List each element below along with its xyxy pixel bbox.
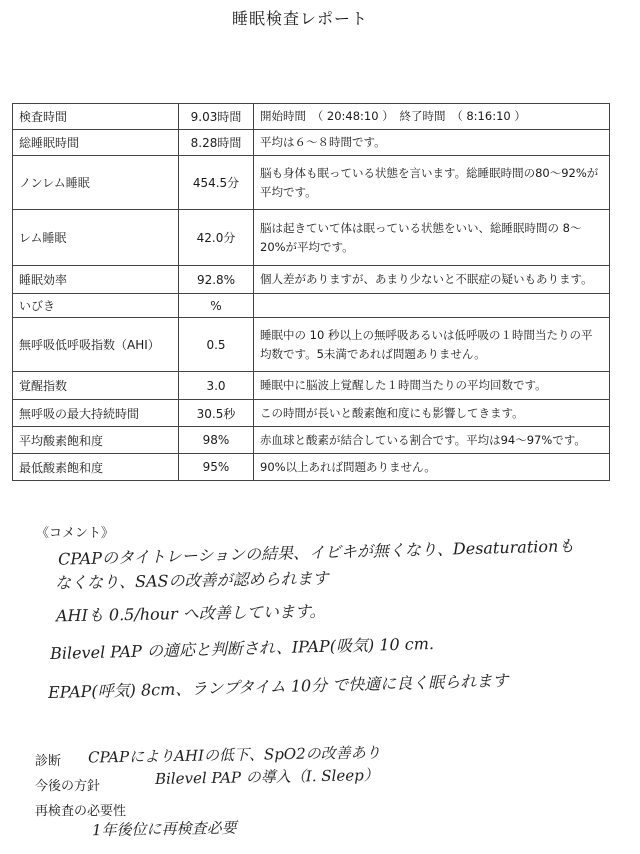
row-description: 平均は６～８時間です。 (254, 130, 610, 156)
row-description: 睡眠中の 10 秒以上の無呼吸あるいは低呼吸の１時間当たりの平均数です。5未満であれば問題ありません。 (254, 318, 610, 372)
table-row (13, 400, 610, 427)
policy-label: 今後の方針 (35, 779, 101, 794)
row-label: いびき (13, 294, 179, 318)
row-label: 総睡眠時間 (13, 130, 179, 156)
table-row (13, 104, 610, 130)
table-row (13, 372, 610, 400)
table-row (13, 318, 610, 372)
row-description: 睡眠中に脳波上覚醒した１時間当たりの平均回数です。 (254, 372, 610, 400)
diagnosis-label: 診断 (35, 754, 62, 769)
row-value: 92.8% (179, 266, 254, 294)
row-description: この時間が長いと酸素飽和度にも影響してきます。 (254, 400, 610, 427)
table-row (13, 454, 610, 481)
comment-line: なくなり、SASの改善が認められます (54, 568, 329, 593)
page-title: 睡眠検査レポート (231, 9, 368, 28)
sleep-report-table (12, 103, 610, 481)
row-label: 睡眠効率 (13, 266, 179, 294)
table-row (13, 130, 610, 156)
row-value: 42.0分 (179, 210, 254, 266)
row-description: 赤血球と酸素が結合している割合です。平均は94～97%です。 (254, 427, 610, 454)
table-row (13, 210, 610, 266)
recheck-label: 再検査の必要性 (35, 804, 127, 819)
row-description: 開始時間 （ 20:48:10 ） 終了時間 （ 8:16:10 ） (254, 104, 610, 130)
row-label: 無呼吸低呼吸指数（AHI） (13, 318, 179, 372)
table-row (13, 156, 610, 210)
comments-heading: 《コメント》 (36, 526, 115, 541)
row-label: 最低酸素飽和度 (13, 454, 179, 481)
row-value: % (179, 294, 254, 318)
table-row (13, 427, 610, 454)
policy-value: Bilevel PAP の導入（I. Sleep） (154, 766, 379, 788)
table-row (13, 294, 610, 318)
comment-line: EPAP(呼気) 8cm、ランプタイム 10分 で快適に良く眠られます (47, 670, 509, 703)
diagnosis-value: CPAPによりAHIの低下、SpO2の改善あり (87, 743, 381, 767)
row-description: 脳は起きていて体は眠っている状態をいい、総睡眠時間の 8～20%が平均です。 (254, 210, 610, 266)
row-value: 30.5秒 (179, 400, 254, 427)
row-description: 脳も身体も眠っている状態を言います。総睡眠時間の80～92%が平均です。 (254, 156, 610, 210)
row-value: 98% (179, 427, 254, 454)
row-description (254, 294, 610, 318)
recheck-value: 1年後位に再検査必要 (91, 818, 237, 840)
row-value: 95% (179, 454, 254, 481)
row-value: 9.03時間 (179, 104, 254, 130)
row-label: レム睡眠 (13, 210, 179, 266)
row-value: 8.28時間 (179, 130, 254, 156)
row-value: 0.5 (179, 318, 254, 372)
row-description: 個人差がありますが、あまり少ないと不眠症の疑いもあります。 (254, 266, 610, 294)
row-label: ノンレム睡眠 (13, 156, 179, 210)
row-value: 3.0 (179, 372, 254, 400)
row-value: 454.5分 (179, 156, 254, 210)
row-description: 90%以上あれば問題ありません。 (254, 454, 610, 481)
row-label: 平均酸素飽和度 (13, 427, 179, 454)
comment-line: AHIも 0.5/hour へ改善しています。 (55, 601, 326, 626)
table-row (13, 266, 610, 294)
row-label: 無呼吸の最大持続時間 (13, 400, 179, 427)
row-label: 覚醒指数 (13, 372, 179, 400)
row-label: 検査時間 (13, 104, 179, 130)
comment-line: Bilevel PAP の適応と判断され、IPAP(吸気) 10 cm. (49, 633, 435, 664)
comment-line: CPAPのタイトレーションの結果、イビキが無くなり、Desaturationも (57, 536, 575, 569)
